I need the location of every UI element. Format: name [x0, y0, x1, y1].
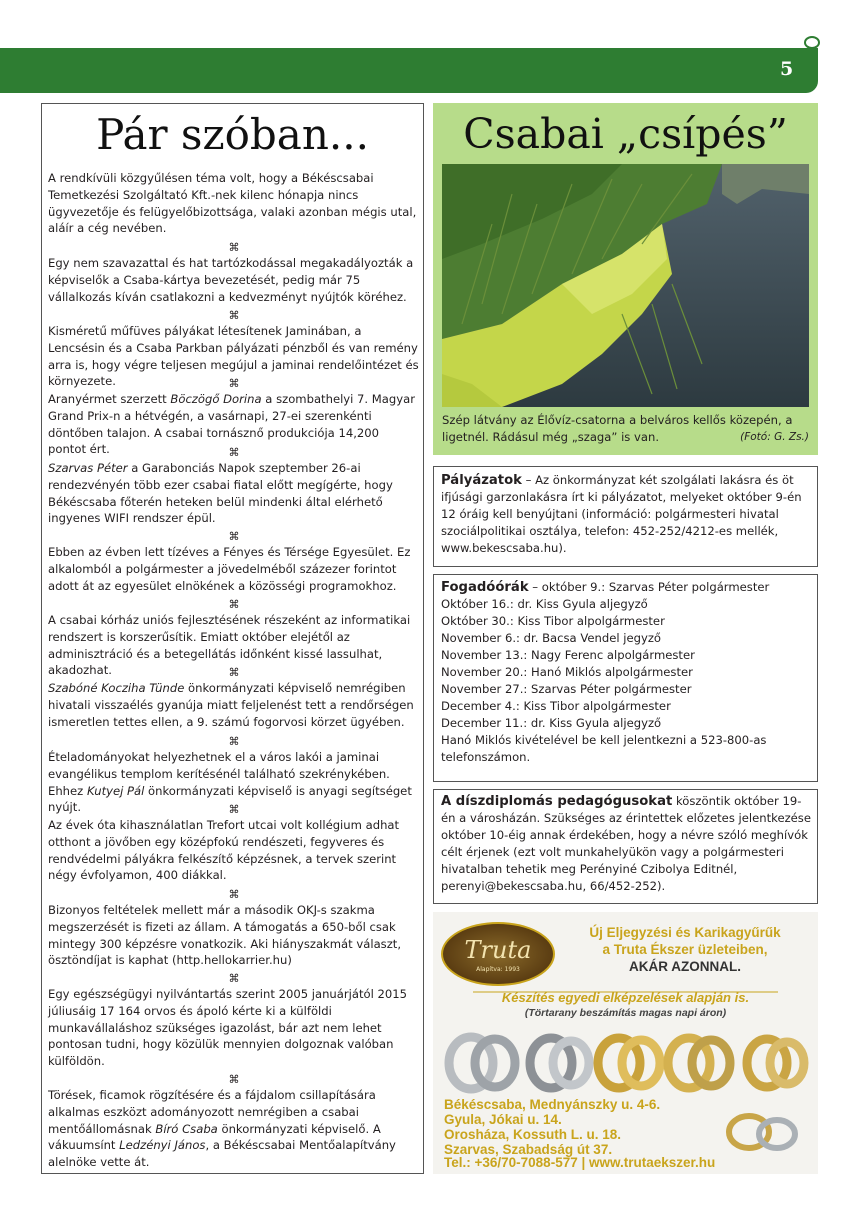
news-item: Szarvas Péter a Garabonciás Napok szeptember 26-ai rendezvényén több ezer csabai fiatal előtt megígérte, hogy Békéscsaba főterén heteken belül mindenki által elérhető ingyenes WIFI rendszer épül. [48, 461, 393, 526]
office-hour-line: Hanó Miklós kivételével be kell jelentkezni a 523-800-as telefonszámon. [441, 733, 767, 764]
separator-icon: ⌘ [228, 803, 240, 816]
header-bar [0, 48, 818, 93]
office-hour-line: Október 16.: dr. Kiss Gyula aljegyző [441, 597, 648, 611]
news-item: Aranyérmet szerzett Böczögő Dorina a szombathelyi 7. Magyar Grand Prix-n a hétvégén, a vasárnapi, 27-ei szerenkénti döntőben talajon. A csabai tornásznő produkciója 14,200 pontot ért. [48, 392, 416, 457]
logo-text: Truta [464, 936, 532, 964]
photo-section-title: Csabai „csípés” [463, 110, 788, 158]
news-item: Szabóné Kocziha Tünde önkormányzati képviselő nemrégiben hivatali visszaélés gyanúja miatt feljelenést tett a rendőrségen ismeretlen tettes ellen, a 9. számú fogorvosi körzet ügyében. [48, 681, 414, 729]
jubilee-diploma-text: A díszdiplomás pedagógusokat köszöntik október 19-én a városházán. Szükséges az érintettek előzetes jelentkezése október 10-éig annak érdekében, hogy a névre szóló meghívók célt érjenek (ezt volt munkahelyükön vagy a polgármesteri hivatalban tehetik meg Perényiné Czibolya Editnél, perenyi@bekescsaba.hu, 66/452-252). [441, 794, 811, 893]
news-item: Egy nem szavazattal és hat tartózkodással megakadályozták a képviselők a Csaba-kártya bevezetését, pedig már 75 vállalkozás kíván csatlakozni a kedvezményt nyújtók köréhez. [48, 256, 414, 304]
separator-icon: ⌘ [228, 735, 240, 748]
photo-caption: Szép látvány az Élővíz-csatorna a belváros kellős közepén, a ligetnél. Rádásul még „szaga” is van. (Fotó: G. Zs.) [442, 413, 809, 444]
separator-icon: ⌘ [228, 598, 240, 611]
news-item: A csabai kórház uniós fejlesztésének részeként az informatikai rendszert is korszerűsítik. Emiatt október elejétől az adminisztráció és a betegellátás időnként kissé lassulhat, akadozhat. [48, 613, 411, 678]
office-hour-line: December 11.: dr. Kiss Gyula aljegyző [441, 716, 662, 730]
photo-credit: (Fotó: G. Zs.) [740, 431, 809, 443]
news-item: Az évek óta kihasználatlan Trefort utcai volt kollégium adhat otthont a jövőben egy középfokú rendészeti, fegyveres és rendvédelmi pályákra felkészítő képzésnek, a tervek szerint négy évfolyamon, 400 diákkal. [48, 818, 400, 883]
left-column-title: Pár szóban... [96, 110, 369, 159]
separator-icon: ⌘ [228, 972, 240, 985]
office-hour-line: Október 30.: Kiss Tibor alpolgármester [441, 614, 665, 628]
separator-icon: ⌘ [228, 888, 240, 901]
office-hour-line: November 27.: Szarvas Péter polgármester [441, 682, 692, 696]
separator-icon: ⌘ [228, 446, 240, 459]
news-item: Ebben az évben lett tízéves a Fényes és Térsége Egyesület. Ez alkalomból a polgármester a jövedelméből százezer forintot adott át az egyesület elnökének a közösségi programokhoz. [48, 545, 411, 593]
ad-contact: Tel.: +36/70-7088-577 | www.trutaekszer.hu [444, 1155, 716, 1170]
separator-icon: ⌘ [228, 377, 240, 390]
separator-icon: ⌘ [228, 666, 240, 679]
separator-icon: ⌘ [228, 309, 240, 322]
ad-custom-line: Készítés egyedi elképzelések alapján is. [501, 990, 750, 1005]
ad-addresses: Békéscsaba, Mednyánszky u. 4-6. Gyula, Jókai u. 14. Orosháza, Kossuth L. u. 18. Szarvas, Szabadság út 37. [444, 1097, 661, 1157]
tenders-text: Pályázatok – Az önkormányzat két szolgálati lakásra és öt ifjúsági garzonlakásra írt ki pályázatot, melyeket október 9-én 12 óráig kell benyújtani (információ: polgármesteri hivatal szociálpolitikai osztálya, telefon: 452-252/4212-es mellék, www.bekescsaba.hu). [441, 473, 802, 555]
office-hour-line: December 4.: Kiss Tibor alpolgármester [441, 699, 671, 713]
office-hour-line: November 13.: Nagy Ferenc alpolgármester [441, 648, 695, 662]
news-item: Egy egészségügyi nyilvántartás szerint 2005 januárjától 2015 júliusáig 17 164 orvos és ápoló kérte ki a külföldi munkavállaláshoz szükséges igazolást, bár azt nem lehet pontosan tudni, hogy közülük mennyien dolgoznak valóban külföldön. [48, 987, 408, 1069]
news-item: Ételadományokat helyezhetnek el a város lakói a jaminai evangélikus templom kerítésénél található szekrénykében. Ehhez Kutyej Pál önkormányzati képviselő is anyagi segítséget nyújt. [48, 750, 412, 815]
news-item: Törések, ficamok rögzítésére és a fájdalom csillapítására alkalmas eszközt adományozott nemrégiben a csabai mentőállomásnak Bíró Csaba önkormányzati képviselő. A vákuumsínt Ledzényi János, a Békéscsabai Mentőalapítvány alelnöke vette át. [48, 1088, 396, 1170]
news-item: Kisméretű műfüves pályákat létesítenek Jaminában, a Lencsésin és a Csaba Parkban pályázati pénzből és van remény arra is, hogy végre teljesen megújul a jaminai rendelőintézet és környezete. [48, 324, 419, 389]
news-item: Bizonyos feltételek mellett már a második OKJ-s szakma megszerzését is fizeti az állam. A támogatás a 650-ből csak mintegy 300 képzésre vonatkozik. Aki hiányszakmát választ, ösztöndíjat is kaphat (http.hellokarrier.hu) [48, 903, 402, 968]
news-item: A rendkívüli közgyűlésen téma volt, hogy a Békéscsabai Temetkezési Szolgáltató Kft.-nek kilenc hónapja nincs ügyvezetője és felügyelőbizottsága, valaki azonban mégis utal, aláír a cég nevében. [48, 171, 417, 236]
separator-icon: ⌘ [228, 530, 240, 543]
logo-founded: Alapítva: 1993 [476, 966, 520, 973]
office-hour-line: November 6.: dr. Bacsa Vendel jegyző [441, 631, 662, 645]
separator-icon: ⌘ [228, 1073, 240, 1086]
page-number: 5 [780, 58, 794, 80]
magazine-title: CSABAIAKTUÁLIS [270, 2, 589, 46]
office-hour-line: November 20.: Hanó Miklós alpolgármester [441, 665, 693, 679]
separator-icon: ⌘ [228, 241, 240, 254]
ad-headline: Új Eljegyzési és Karikagyűrűk a Truta Ékszer üzleteiben, AKÁR AZONNAL. [589, 925, 781, 974]
office-hours-text: Fogadóórák – október 9.: Szarvas Péter polgármester Október 16.: dr. Kiss Gyula aljegyző Október 30.: Kiss Tibor alpolgármester November 6.: dr. Bacsa Vendel jegyző November 13.: Nagy Ferenc alpolgármester November 20.: Hanó Miklós alpolgármester November 27.: Szarvas Péter polgármester December 4.: Kiss Tibor alpolgármester December 11.: dr. Kiss Gyula aljegyző Hanó Miklós kivételével be kell jelentkezni a 523-800-as telefonszámon. [441, 579, 813, 766]
ad-trade-in-line: (Törtarany beszámítás magas napi áron) [524, 1007, 727, 1019]
canal-photo [442, 164, 809, 407]
